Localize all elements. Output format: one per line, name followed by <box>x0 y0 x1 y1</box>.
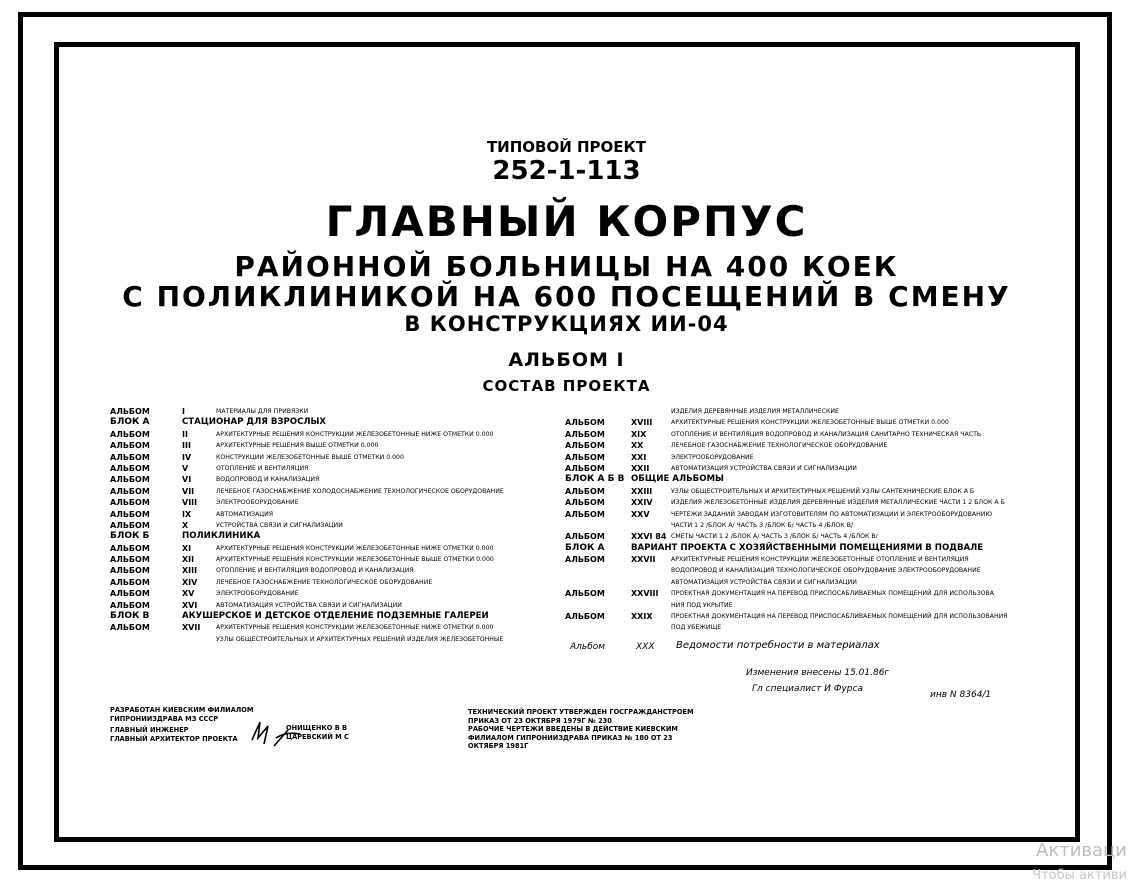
activation-watermark-subtext: Чтобы активи <box>1032 868 1127 883</box>
album-description: ИЗДЕЛИЯ ЖЕЛЕЗОБЕТОННЫЕ ИЗДЕЛИЯ ДЕРЕВЯННЫЕ ИЗДЕЛИЯ МЕТАЛЛИЧЕСКИЕ ЧАСТИ 1 2 БЛОК А Б <box>671 499 1005 507</box>
block-heading-row <box>110 611 560 622</box>
album-description: ВАРИАНТ ПРОЕКТА С ХОЗЯЙСТВЕННЫМИ ПОМЕЩЕНИЯМИ В ПОДВАЛЕ <box>631 542 984 553</box>
block-heading-row <box>110 417 560 428</box>
handwritten-album-number: XXX <box>636 642 655 652</box>
album-row <box>110 509 560 520</box>
album-label: АЛЬБОМ <box>110 509 150 519</box>
specialist-note: Гл специалист И Фурса <box>752 684 863 694</box>
handwritten-album-label: Альбом <box>570 642 606 652</box>
approval-line-1: ТЕХНИЧЕСКИЙ ПРОЕКТ УТВЕРЖДЕН ГОСГРАЖДАНСТРОЕМ <box>468 708 694 716</box>
album-description: АВТОМАТИЗАЦИЯ УСТРОЙСТВА СВЯЗИ И СИГНАЛИЗАЦИИ <box>671 578 857 586</box>
album-description: ОБЩИЕ АЛЬБОМЫ <box>631 474 724 485</box>
album-description: ЭЛЕКТРООБОРУДОВАНИЕ <box>216 499 299 507</box>
album-row <box>110 497 560 508</box>
album-row <box>565 588 1035 599</box>
subtitle-polyclinic: С ПОЛИКЛИНИКОЙ НА 600 ПОСЕЩЕНИЙ В СМЕНУ <box>122 280 1011 313</box>
architect-name: ЦАРЕВСКИЙ М С <box>286 732 349 741</box>
album-description: КОНСТРУКЦИИ ЖЕЛЕЗОБЕТОННЫЕ ВЫШЕ ОТМЕТКИ 0.000 <box>216 453 404 461</box>
album-description: АРХИТЕКТУРНЫЕ РЕШЕНИЯ ВЫШЕ ОТМЕТКИ 0.000 <box>216 442 379 450</box>
album-number: XVIII <box>631 418 653 428</box>
album-row <box>110 406 560 417</box>
album-row <box>110 600 560 611</box>
album-label: АЛЬБОМ <box>110 600 150 610</box>
album-heading: АЛЬБОМ I <box>508 349 625 371</box>
document-title: ГЛАВНЫЙ КОРПУС <box>325 197 808 246</box>
album-description: ЧЕРТЕЖИ ЗАДАНИЙ ЗАВОДАМ ИЗГОТОВИТЕЛЯМ ПО АВТОМАТИЗАЦИИ И ЭЛЕКТРООБОРУДОВАНИЮ <box>671 510 993 518</box>
engineer-name: ОНИЩЕНКО В В <box>286 724 348 732</box>
album-label: АЛЬБОМ <box>110 623 150 633</box>
album-row <box>110 565 560 576</box>
album-label: АЛЬБОМ <box>565 463 605 473</box>
album-description: АРХИТЕКТУРНЫЕ РЕШЕНИЯ КОНСТРУКЦИИ ЖЕЛЕЗОБЕТОННЫЕ ВЫШЕ ОТМЕТКИ 0.000 <box>671 419 949 427</box>
album-label: АЛЬБОМ <box>565 486 605 496</box>
album-label: АЛЬБОМ <box>110 429 150 439</box>
album-label: АЛЬБОМ <box>565 429 605 439</box>
album-label: АЛЬБОМ <box>565 612 605 622</box>
album-row <box>565 417 1035 428</box>
composition-heading: СОСТАВ ПРОЕКТА <box>482 377 651 395</box>
album-number: XXIX <box>631 612 653 622</box>
album-label: АЛЬБОМ <box>110 463 150 473</box>
activation-watermark: Активаци <box>1036 840 1127 861</box>
changes-note: Изменения внесены 15.01.86г <box>746 668 890 678</box>
album-row <box>110 634 560 645</box>
album-number: XIX <box>631 429 647 439</box>
project-label: ТИПОВОЙ ПРОЕКТ <box>486 138 647 156</box>
album-number: XI <box>182 543 192 553</box>
developer-line-2: ГИПРОНИИЗДРАВА МЗ СССР <box>110 714 219 723</box>
album-description: ПОД УБЕЖИЩЕ <box>671 624 722 632</box>
album-label: АЛЬБОМ <box>565 441 605 451</box>
album-description: УЗЛЫ ОБЩЕСТРОИТЕЛЬНЫХ И АРХИТЕКТУРНЫХ РЕШЕНИЙ ИЗДЕЛИЯ ЖЕЛЕЗОБЕТОННЫЕ <box>216 635 504 643</box>
project-number: 252-1-113 <box>492 156 641 186</box>
album-row <box>565 520 1035 531</box>
album-row <box>565 486 1035 497</box>
album-number: IV <box>182 452 192 462</box>
album-number: III <box>182 441 191 451</box>
album-row <box>565 577 1035 588</box>
album-number: XVI <box>182 600 198 610</box>
album-number: XXIV <box>631 498 653 508</box>
album-row <box>110 440 560 451</box>
approval-line-4: ФИЛИАЛОМ ГИПРОНИИЗДРАВА ПРИКАЗ № 180 ОТ 23 <box>468 733 673 742</box>
album-label: АЛЬБОМ <box>565 509 605 519</box>
album-row <box>565 622 1035 633</box>
subtitle-hospital: РАЙОННОЙ БОЛЬНИЦЫ НА 400 КОЕК <box>234 250 899 283</box>
engineer-label: ГЛАВНЫЙ ИНЖЕНЕР <box>110 726 189 735</box>
album-number: VI <box>182 475 192 485</box>
album-description: АКУШЕРСКОЕ И ДЕТСКОЕ ОТДЕЛЕНИЕ ПОДЗЕМНЫЕ ГАЛЕРЕИ <box>182 611 489 622</box>
album-row <box>110 463 560 474</box>
album-number: V <box>182 463 189 473</box>
album-row <box>565 452 1035 463</box>
block-heading-row <box>565 543 1035 554</box>
album-description: ПОЛИКЛИНИКА <box>182 531 261 542</box>
album-description: АВТОМАТИЗАЦИЯ <box>216 510 274 518</box>
album-number: I <box>182 407 185 416</box>
album-number: II <box>182 429 188 439</box>
album-number: XII <box>182 555 195 565</box>
album-description: АВТОМАТИЗАЦИЯ УСТРОЙСТВА СВЯЗИ И СИГНАЛИЗАЦИИ <box>216 601 402 609</box>
album-number: XV <box>182 589 195 599</box>
album-description: ЭЛЕКТРООБОРУДОВАНИЕ <box>671 453 754 461</box>
album-label: АЛЬБОМ <box>110 486 150 496</box>
album-number: XVII <box>182 623 201 633</box>
album-label: АЛЬБОМ <box>565 532 605 542</box>
album-description: ОТОПЛЕНИЕ И ВЕНТИЛЯЦИЯ ВОДОПРОВОД И КАНАЛИЗАЦИЯ САНИТАРНО ТЕХНИЧЕСКАЯ ЧАСТЬ <box>671 430 982 438</box>
album-label: БЛОК В <box>110 611 150 622</box>
signatories <box>286 724 349 741</box>
album-label: АЛЬБОМ <box>110 577 150 587</box>
approval-line-2: ПРИКАЗ ОТ 23 ОКТЯБРЯ 1979Г № 230 <box>468 716 612 725</box>
album-row <box>110 452 560 463</box>
album-number: XXIII <box>631 486 653 496</box>
album-row <box>565 440 1035 451</box>
album-description: ОТОПЛЕНИЕ И ВЕНТИЛЯЦИЯ <box>216 464 309 472</box>
album-description: АРХИТЕКТУРНЫЕ РЕШЕНИЯ КОНСТРУКЦИИ ЖЕЛЕЗОБЕТОННЫЕ НИЖЕ ОТМЕТКИ 0.000 <box>216 544 494 552</box>
album-number: VIII <box>182 498 198 508</box>
album-row <box>110 543 560 554</box>
album-description: УСТРОЙСТВА СВЯЗИ И СИГНАЛИЗАЦИИ <box>216 521 343 529</box>
architect-label: ГЛАВНЫЙ АРХИТЕКТОР ПРОЕКТА <box>110 734 238 743</box>
album-row <box>110 554 560 565</box>
album-row <box>110 577 560 588</box>
block-heading-row <box>110 531 560 542</box>
album-label: АЛЬБОМ <box>565 418 605 428</box>
album-number: XXV <box>631 509 650 519</box>
album-label: БЛОК Б <box>110 531 150 542</box>
album-label: АЛЬБОМ <box>110 520 150 530</box>
left-album-list <box>110 406 560 645</box>
album-description: СМЕТЫ ЧАСТИ 1 2 /БЛОК А/ ЧАСТЬ 3 /БЛОК Б/ ЧАСТЬ 4 /БЛОК В/ <box>671 533 878 541</box>
developer-line-1: РАЗРАБОТАН КИЕВСКИМ ФИЛИАЛОМ <box>110 706 254 714</box>
album-row <box>110 486 560 497</box>
album-description: ПРОЕКТНАЯ ДОКУМЕНТАЦИЯ НА ПЕРЕВОД ПРИСПОСАБЛИВАЕМЫХ ПОМЕЩЕНИЙ ДЛЯ ИСПОЛЬЗОВА <box>671 590 995 598</box>
album-label: БЛОК А Б В <box>565 474 625 485</box>
approval-line-3: РАБОЧИЕ ЧЕРТЕЖИ ВВЕДЕНЫ В ДЕЙСТВИЕ КИЕВСКИМ <box>468 725 678 734</box>
album-row <box>110 429 560 440</box>
album-row <box>565 531 1035 542</box>
album-number: VII <box>182 486 195 496</box>
album-row <box>565 611 1035 622</box>
album-label: АЛЬБОМ <box>565 498 605 508</box>
album-number: XXII <box>631 463 650 473</box>
inventory-number: инв N 8364/1 <box>930 690 992 700</box>
right-album-list <box>565 406 1035 634</box>
album-description: АРХИТЕКТУРНЫЕ РЕШЕНИЯ КОНСТРУКЦИИ ЖЕЛЕЗОБЕТОННЫЕ НИЖЕ ОТМЕТКИ 0.000 <box>216 624 494 632</box>
album-label: АЛЬБОМ <box>110 555 150 565</box>
album-description: ИЗДЕЛИЯ ДЕРЕВЯННЫЕ ИЗДЕЛИЯ МЕТАЛЛИЧЕСКИЕ <box>671 408 839 415</box>
album-row <box>565 429 1035 440</box>
album-description: ЭЛЕКТРООБОРУДОВАНИЕ <box>216 590 299 598</box>
album-row <box>565 554 1035 565</box>
block-heading-row <box>565 474 1035 485</box>
album-row <box>565 463 1035 474</box>
album-description: АВТОМАТИЗАЦИЯ УСТРОЙСТВА СВЯЗИ И СИГНАЛИЗАЦИИ <box>671 464 857 472</box>
album-number: XXVII <box>631 555 656 565</box>
album-number: XX <box>631 441 644 451</box>
album-label: АЛЬБОМ <box>110 475 150 485</box>
album-row <box>110 520 560 531</box>
album-row <box>110 622 560 633</box>
album-description: УЗЛЫ ОБЩЕСТРОИТЕЛЬНЫХ И АРХИТЕКТУРНЫХ РЕШЕНИЙ УЗЛЫ САНТЕХНИЧЕСКИЕ БЛОК А Б <box>671 487 975 495</box>
album-description: АРХИТЕКТУРНЫЕ РЕШЕНИЯ КОНСТРУКЦИИ ЖЕЛЕЗОБЕТОННЫЕ ВЫШЕ ОТМЕТКИ 0.000 <box>216 556 494 564</box>
album-number: IX <box>182 509 192 519</box>
album-description: АРХИТЕКТУРНЫЕ РЕШЕНИЯ КОНСТРУКЦИИ ЖЕЛЕЗОБЕТОННЫЕ ОТОПЛЕНИЕ И ВЕНТИЛЯЦИЯ <box>671 556 969 564</box>
album-row <box>110 474 560 485</box>
album-label: АЛЬБОМ <box>110 589 150 599</box>
album-description: ВОДОПРОВОД И КАНАЛИЗАЦИЯ <box>216 476 320 484</box>
album-row <box>110 588 560 599</box>
album-description: ЛЕЧЕБНОЕ ГАЗОСНАБЖЕНИЕ ТЕХНОЛОГИЧЕСКОЕ ОБОРУДОВАНИЕ <box>216 578 433 586</box>
album-label: АЛЬБОМ <box>110 543 150 553</box>
album-row <box>565 509 1035 520</box>
album-description: АРХИТЕКТУРНЫЕ РЕШЕНИЯ КОНСТРУКЦИИ ЖЕЛЕЗОБЕТОННЫЕ НИЖЕ ОТМЕТКИ 0.000 <box>216 430 494 438</box>
album-number: XIII <box>182 566 198 576</box>
album-description: НИЯ ПОД УКРЫТИЕ <box>671 601 733 609</box>
album-description: ВОДОПРОВОД И КАНАЛИЗАЦИЯ ТЕХНОЛОГИЧЕСКОЕ ОБОРУДОВАНИЕ ЭЛЕКТРООБОРУДОВАНИЕ <box>671 567 981 575</box>
subtitle-construction: В КОНСТРУКЦИЯХ ИИ-04 <box>404 312 729 336</box>
album-label: АЛЬБОМ <box>565 555 605 565</box>
album-label: БЛОК А <box>110 417 150 428</box>
album-label: АЛЬБОМ <box>565 452 605 462</box>
album-label: АЛЬБОМ <box>110 441 150 451</box>
album-label: АЛЬБОМ <box>565 589 605 599</box>
developer-block <box>110 706 253 743</box>
album-description: ЛЕЧЕБНОЕ ГАЗОСНАБЖЕНИЕ ХОЛОДОСНАБЖЕНИЕ ТЕХНОЛОГИЧЕСКОЕ ОБОРУДОВАНИЕ <box>216 487 504 495</box>
album-description: ОТОПЛЕНИЕ И ВЕНТИЛЯЦИЯ ВОДОПРОВОД И КАНАЛИЗАЦИЯ <box>216 567 414 575</box>
handwritten-album-text: Ведомости потребности в материалах <box>676 640 880 651</box>
album-number: XIV <box>182 577 198 587</box>
album-number: XXI <box>631 452 647 462</box>
album-number: X <box>182 520 189 530</box>
album-description: ПРОЕКТНАЯ ДОКУМЕНТАЦИЯ НА ПЕРЕВОД ПРИСПОСАБЛИВАЕМЫХ ПОМЕЩЕНИЙ ДЛЯ ИСПОЛЬЗОВАНИЯ <box>671 613 1008 621</box>
album-row <box>565 406 1035 417</box>
album-label: АЛЬБОМ <box>110 452 150 462</box>
album-label: АЛЬБОМ <box>110 407 150 416</box>
album-row <box>565 497 1035 508</box>
album-label: АЛЬБОМ <box>110 566 150 576</box>
approval-block <box>468 708 694 751</box>
album-description: ЧАСТИ 1 2 /БЛОК А/ ЧАСТЬ 3 /БЛОК Б/ ЧАСТЬ 4 /БЛОК В/ <box>671 521 853 529</box>
album-row <box>565 600 1035 611</box>
album-description: МАТЕРИАЛЫ ДЛЯ ПРИВЯЗКИ <box>216 408 309 415</box>
album-description: СТАЦИОНАР ДЛЯ ВЗРОСЛЫХ <box>182 417 327 428</box>
album-label: АЛЬБОМ <box>110 498 150 508</box>
album-number: XXVIII <box>631 589 659 599</box>
approval-line-5: ОКТЯБРЯ 1981Г <box>468 742 529 751</box>
album-description: ЛЕЧЕБНОЕ ГАЗОСНАБЖЕНИЕ ТЕХНОЛОГИЧЕСКОЕ ОБОРУДОВАНИЕ <box>671 442 888 450</box>
album-row <box>565 565 1035 576</box>
album-number: XXVI 84 <box>631 532 667 542</box>
album-label: БЛОК А <box>565 542 605 553</box>
